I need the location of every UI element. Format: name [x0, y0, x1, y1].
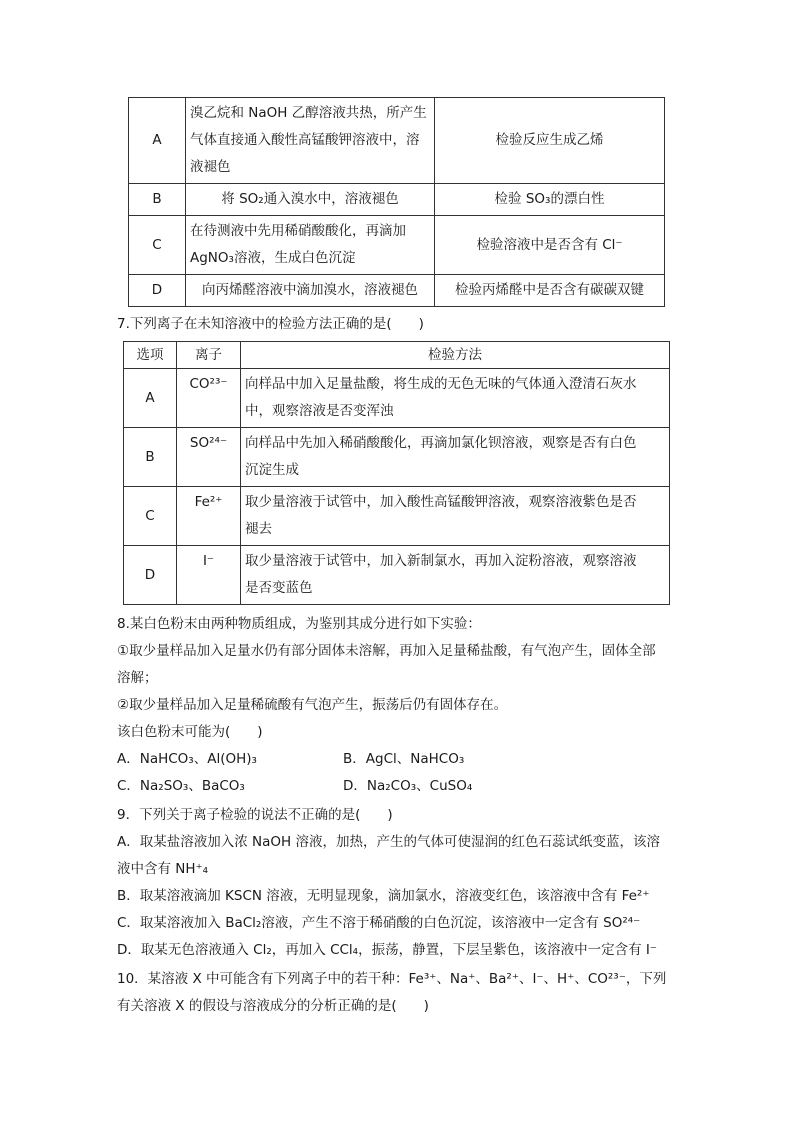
method-cell — [241, 487, 670, 546]
header-method: 检验方法 — [241, 342, 670, 369]
table-row — [129, 184, 665, 216]
table-row — [129, 275, 665, 307]
question-8-step2: ②取少量样品加入足量稀硫酸有气泡产生，振荡后仍有固体存在。 — [117, 697, 508, 713]
ion-cell: I⁻ — [177, 546, 241, 605]
method-line: 沉淀生成 — [245, 462, 299, 478]
operation-line: 溴乙烷和 NaOH 乙醇溶液共热，所产生 — [190, 105, 427, 121]
operation-cell: 将 SO₂通入溴水中，溶液褪色 — [186, 184, 435, 216]
ion-cell: CO²³⁻ — [177, 369, 241, 428]
option-cell: C — [124, 487, 177, 546]
operation-line: 液褪色 — [190, 159, 231, 175]
option-cell: A — [124, 369, 177, 428]
table-row — [124, 369, 670, 428]
operation-cell — [186, 216, 435, 275]
table-row — [129, 216, 665, 275]
question-8-stem: 8.某白色粉末由两种物质组成，为鉴别其成分进行如下实验： — [117, 616, 481, 632]
table-header-row — [124, 342, 670, 369]
question-8-ask: 该白色粉末可能为( ) — [117, 724, 263, 740]
header-ion: 离子 — [177, 342, 241, 369]
question-9-stem: 9．下列关于离子检验的说法不正确的是( ) — [117, 807, 393, 823]
purpose-cell: 检验 SO₃的漂白性 — [435, 184, 665, 216]
question-9-option-c: C．取某溶液加入 BaCl₂溶液，产生不溶于稀硝酸的白色沉淀，该溶液中一定含有 SO²⁴⁻ — [117, 915, 641, 931]
question-9-option-a: A．取某盐溶液加入浓 NaOH 溶液，加热，产生的气体可使湿润的红色石蕊试纸变蓝，该溶 — [117, 834, 660, 850]
question-8-choice-c: C．Na₂SO₃、BaCO₃ — [117, 778, 245, 794]
table-row — [124, 487, 670, 546]
method-line: 是否变蓝色 — [245, 580, 313, 596]
question-10-stem: 10．某溶液 X 中可能含有下列离子中的若干种：Fe³⁺、Na⁺、Ba²⁺、I⁻、H⁺、CO²³⁻，下列 — [117, 971, 667, 987]
purpose-cell: 检验溶液中是否含有 Cl⁻ — [435, 216, 665, 275]
ion-test-table — [123, 341, 670, 605]
question-8-choice-b: B．AgCl、NaHCO₃ — [343, 751, 465, 767]
question-9-option-a-cont: 液中含有 NH⁺₄ — [117, 861, 209, 877]
option-cell: C — [129, 216, 186, 275]
purpose-cell: 检验丙烯醛中是否含有碳碳双键 — [435, 275, 665, 307]
question-8-step1: ①取少量样品加入足量水仍有部分固体未溶解，再加入足量稀盐酸，有气泡产生，固体全部 — [117, 643, 656, 659]
option-cell: D — [124, 546, 177, 605]
question-9-option-b: B．取某溶液滴加 KSCN 溶液，无明显现象，滴加氯水，溶液变红色，该溶液中含有 Fe²⁺ — [117, 888, 650, 904]
method-line: 向样品中先加入稀硝酸酸化，再滴加氯化钡溶液，观察是否有白色 — [245, 435, 637, 451]
question-10-stem-cont: 有关溶液 X 的假设与溶液成分的分析正确的是( ) — [117, 998, 429, 1014]
option-cell: A — [129, 98, 186, 184]
table-row — [129, 98, 665, 184]
method-cell — [241, 369, 670, 428]
question-9-option-d: D．取某无色溶液通入 Cl₂，再加入 CCl₄，振荡，静置，下层呈紫色，该溶液中一定含有 I⁻ — [117, 942, 657, 958]
option-cell: D — [129, 275, 186, 307]
option-cell: B — [124, 428, 177, 487]
question-8-choice-a: A．NaHCO₃、Al(OH)₃ — [117, 751, 257, 767]
table-row — [124, 546, 670, 605]
question-8-choice-d: D．Na₂CO₃、CuSO₄ — [343, 778, 473, 794]
table-row — [124, 428, 670, 487]
operation-cell — [186, 98, 435, 184]
option-cell: B — [129, 184, 186, 216]
method-line: 中，观察溶液是否变浑浊 — [245, 403, 394, 419]
method-line: 取少量溶液于试管中，加入新制氯水，再加入淀粉溶液，观察溶液 — [245, 553, 637, 569]
question-8-step1-cont: 溶解； — [117, 670, 158, 686]
operation-line: 气体直接通入酸性高锰酸钾溶液中，溶 — [190, 132, 420, 148]
experiment-table — [128, 97, 665, 307]
question-7-stem: 7.下列离子在未知溶液中的检验方法正确的是( ) — [117, 316, 424, 332]
purpose-cell: 检验反应生成乙烯 — [435, 98, 665, 184]
operation-cell: 向丙烯醛溶液中滴加溴水，溶液褪色 — [186, 275, 435, 307]
operation-line: 在待测液中先用稀硝酸酸化，再滴加 — [190, 223, 406, 239]
method-cell — [241, 546, 670, 605]
method-line: 取少量溶液于试管中，加入酸性高锰酸钾溶液，观察溶液紫色是否 — [245, 494, 637, 510]
header-option: 选项 — [124, 342, 177, 369]
method-line: 褪去 — [245, 521, 272, 537]
ion-cell: SO²⁴⁻ — [177, 428, 241, 487]
ion-cell: Fe²⁺ — [177, 487, 241, 546]
operation-line: AgNO₃溶液，生成白色沉淀 — [190, 250, 356, 266]
method-cell — [241, 428, 670, 487]
method-line: 向样品中加入足量盐酸，将生成的无色无味的气体通入澄清石灰水 — [245, 376, 637, 392]
